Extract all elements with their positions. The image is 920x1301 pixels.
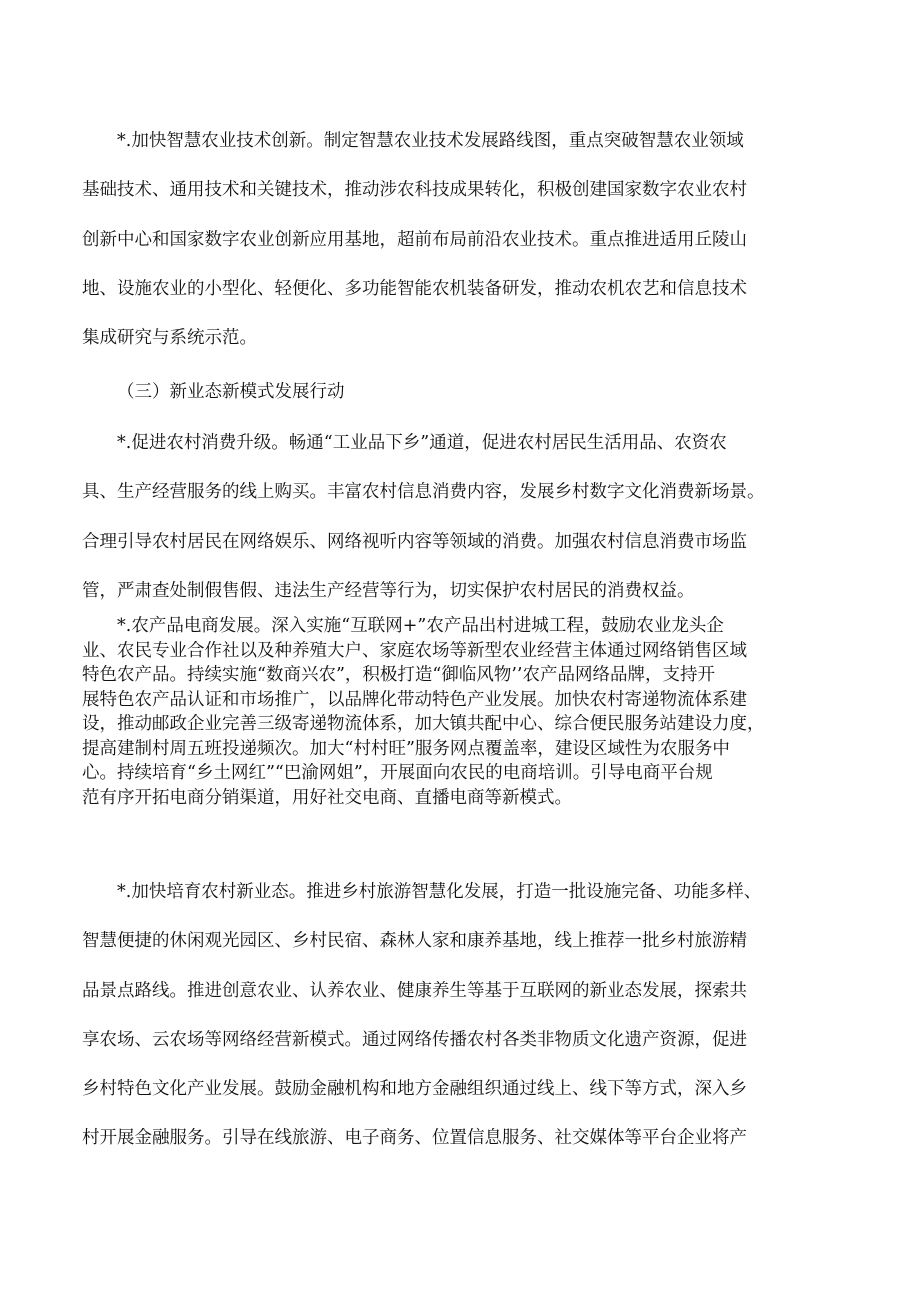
paragraph-line: 范有序开拓电商分销渠道，用好社交电商、直播电商等新模式。 [82,787,572,808]
paragraph-line: 村开展金融服务。引导在线旅游、电子商务、位置信息服务、社交媒体等平台企业将产 [82,1128,747,1149]
paragraph-line: 合理引导农村居民在网络娱乐、网络视听内容等领域的消费。加强农村信息消费市场监 [82,531,747,552]
paragraph-line: 品景点路线。推进创意农业、认养农业、健康养生等基于互联网的新业态发展，探索共 [82,980,747,1001]
paragraph-line: *.加快培育农村新业态。推进乡村旅游智慧化发展，打造一批设施完备、功能多样、 [117,882,762,902]
paragraph-line: 基础技术、通用技术和关键技术，推动涉农科技成果转化，积极创建国家数字农业农村 [82,180,747,201]
paragraph-line: *.加快智慧农业技术创新。制定智慧农业技术发展路线图，重点突破智慧农业领域 [117,131,744,151]
paragraph-line: 展特色农产品认证和市场推广，以品牌化带动特色产业发展。加快农村寄递物流体系建 [82,689,747,710]
section-heading: （三）新业态新模式发展行动 [117,382,345,402]
paragraph-ecommerce [82,614,842,810]
paragraph-line: 管，严肃查处制假售假、违法生产经营等行为，切实保护农村居民的消费权益。 [82,580,695,601]
paragraph-line: 心。持续培育“乡土网红”“巴渝网姐”，开展面向农民的电商培训。引导电商平台规 [82,763,713,783]
paragraph-line: 地、设施农业的小型化、轻便化、多功能智能农机装备研发，推动农机农艺和信息技术 [82,278,747,299]
paragraph-line: 具、生产经营服务的线上购买。丰富农村信息消费内容，发展乡村数字文化消费新场景。 [82,482,765,503]
paragraph-tech-innovation [82,117,842,363]
paragraph-line: *.农产品电商发展。深入实施“互联网+”农产品出村进城工程，鼓励农业龙头企 [117,616,724,636]
paragraph-line: 业、农民专业合作社以及种养殖大户、家庭农场等新型农业经营主体通过网络销售区域 [82,640,747,661]
paragraph-line: 智慧便捷的休闲观光园区、乡村民宿、森林人家和康养基地，线上推荐一批乡村旅游精 [82,931,747,952]
paragraph-line: *.促进农村消费升级。畅通“工业品下乡”通道，促进农村居民生活用品、农资农 [117,433,727,453]
paragraph-line: 特色农产品。持续实施“数商兴农”，积极打造“御临风物’’农产品网络品牌，支持开 [82,665,715,685]
paragraph-line: 享农场、云农场等网络经营新模式。通过网络传播农村各类非物质文化遗产资源，促进 [82,1029,747,1050]
paragraph-line: 设，推动邮政企业完善三级寄递物流体系，加大镇共配中心、综合便民服务站建设力度， [82,714,765,734]
paragraph-line: 创新中心和国家数字农业创新应用基地，超前布局前沿农业技术。重点推进适用丘陵山 [82,229,747,250]
paragraph-line: 集成研究与系统示范。 [82,328,257,349]
paragraph-new-formats [82,868,842,1164]
paragraph-consumption-upgrade [82,419,842,616]
paragraph-line: 提高建制村周五班投递频次。加大“村村旺”服务网点覆盖率，建设区域性为农服务中 [82,738,730,759]
paragraph-line: 乡村特色文化产业发展。鼓励金融机构和地方金融组织通过线上、线下等方式，深入乡 [82,1079,747,1100]
